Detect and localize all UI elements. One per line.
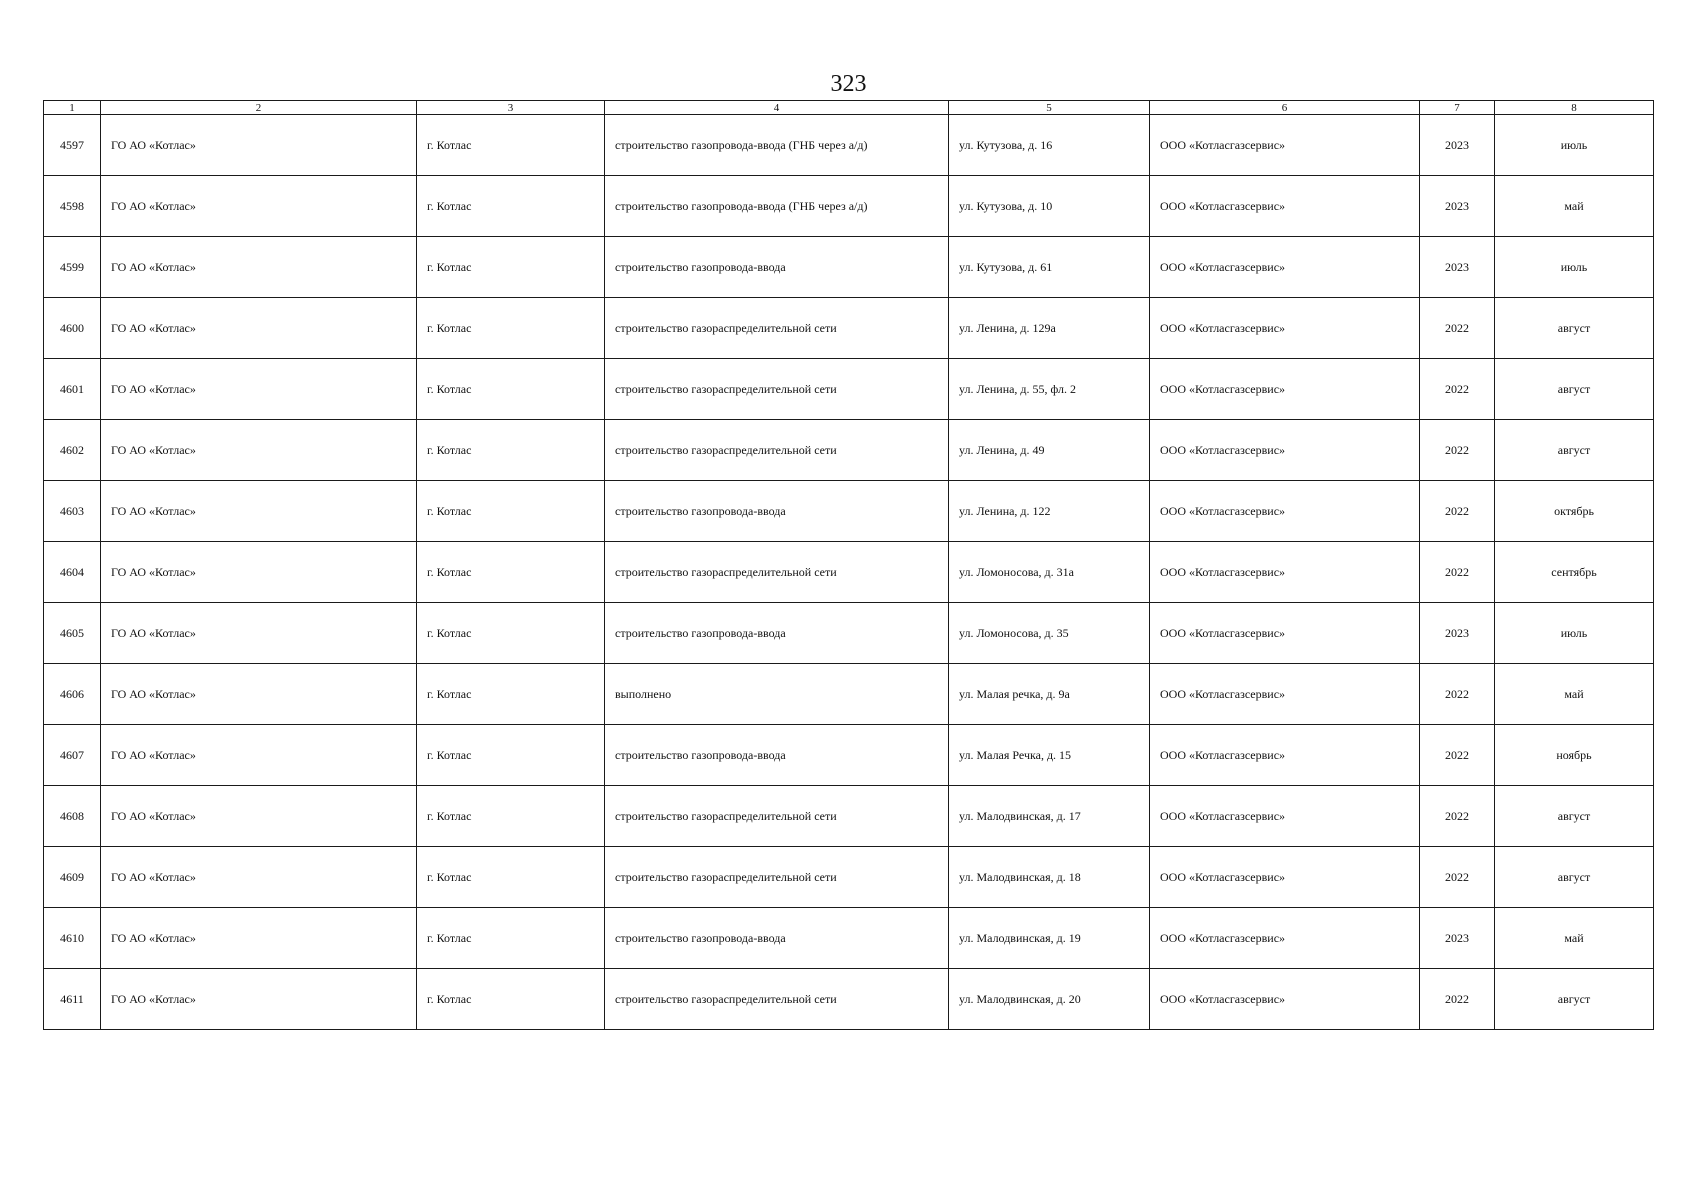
year-cell: 2022 (1420, 298, 1495, 359)
year-cell: 2022 (1420, 725, 1495, 786)
row-number-cell: 4606 (44, 664, 101, 725)
column-header: 7 (1420, 101, 1495, 115)
column-number-row (44, 101, 1654, 115)
month-cell: октябрь (1495, 481, 1654, 542)
settlement-cell: г. Котлас (417, 542, 605, 603)
month-cell: июль (1495, 237, 1654, 298)
settlement-cell: г. Котлас (417, 115, 605, 176)
year-cell: 2022 (1420, 664, 1495, 725)
month-cell: ноябрь (1495, 725, 1654, 786)
address-cell: ул. Малодвинская, д. 17 (949, 786, 1150, 847)
row-number-cell: 4604 (44, 542, 101, 603)
address-cell: ул. Ломоносова, д. 35 (949, 603, 1150, 664)
column-header: 4 (605, 101, 949, 115)
column-header: 5 (949, 101, 1150, 115)
month-cell: август (1495, 847, 1654, 908)
district-cell: ГО АО «Котлас» (101, 298, 417, 359)
year-cell: 2023 (1420, 115, 1495, 176)
table-row (44, 237, 1654, 298)
table-row (44, 603, 1654, 664)
address-cell: ул. Малая речка, д. 9а (949, 664, 1150, 725)
month-cell: май (1495, 664, 1654, 725)
month-cell: август (1495, 298, 1654, 359)
work-type-cell: строительство газопровода-ввода (ГНБ через а/д) (605, 176, 949, 237)
address-cell: ул. Ломоносова, д. 31а (949, 542, 1150, 603)
row-number-cell: 4598 (44, 176, 101, 237)
table-row (44, 420, 1654, 481)
address-cell: ул. Малодвинская, д. 18 (949, 847, 1150, 908)
table-row (44, 359, 1654, 420)
month-cell: сентябрь (1495, 542, 1654, 603)
page-number: 323 (830, 71, 867, 97)
table-row (44, 176, 1654, 237)
row-number-cell: 4610 (44, 908, 101, 969)
settlement-cell: г. Котлас (417, 420, 605, 481)
year-cell: 2022 (1420, 786, 1495, 847)
column-header: 1 (44, 101, 101, 115)
work-type-cell: строительство газораспределительной сети (605, 420, 949, 481)
table-row (44, 542, 1654, 603)
organization-cell: ООО «Котласгазсервис» (1150, 969, 1420, 1030)
row-number-cell: 4601 (44, 359, 101, 420)
table-row (44, 786, 1654, 847)
table-row (44, 725, 1654, 786)
district-cell: ГО АО «Котлас» (101, 542, 417, 603)
district-cell: ГО АО «Котлас» (101, 969, 417, 1030)
work-type-cell: строительство газораспределительной сети (605, 542, 949, 603)
settlement-cell: г. Котлас (417, 847, 605, 908)
district-cell: ГО АО «Котлас» (101, 603, 417, 664)
work-type-cell: строительство газораспределительной сети (605, 786, 949, 847)
settlement-cell: г. Котлас (417, 481, 605, 542)
organization-cell: ООО «Котласгазсервис» (1150, 359, 1420, 420)
year-cell: 2022 (1420, 481, 1495, 542)
address-cell: ул. Кутузова, д. 10 (949, 176, 1150, 237)
year-cell: 2023 (1420, 908, 1495, 969)
work-type-cell: строительство газораспределительной сети (605, 969, 949, 1030)
row-number-cell: 4599 (44, 237, 101, 298)
organization-cell: ООО «Котласгазсервис» (1150, 908, 1420, 969)
organization-cell: ООО «Котласгазсервис» (1150, 847, 1420, 908)
work-type-cell: строительство газопровода-ввода (605, 908, 949, 969)
district-cell: ГО АО «Котлас» (101, 725, 417, 786)
district-cell: ГО АО «Котлас» (101, 115, 417, 176)
row-number-cell: 4608 (44, 786, 101, 847)
month-cell: август (1495, 969, 1654, 1030)
table-body (44, 115, 1654, 1030)
work-type-cell: строительство газопровода-ввода (605, 725, 949, 786)
settlement-cell: г. Котлас (417, 908, 605, 969)
month-cell: июль (1495, 115, 1654, 176)
address-cell: ул. Малодвинская, д. 19 (949, 908, 1150, 969)
column-header: 6 (1150, 101, 1420, 115)
month-cell: август (1495, 420, 1654, 481)
settlement-cell: г. Котлас (417, 725, 605, 786)
month-cell: май (1495, 908, 1654, 969)
organization-cell: ООО «Котласгазсервис» (1150, 237, 1420, 298)
work-type-cell: строительство газораспределительной сети (605, 359, 949, 420)
organization-cell: ООО «Котласгазсервис» (1150, 725, 1420, 786)
settlement-cell: г. Котлас (417, 786, 605, 847)
organization-cell: ООО «Котласгазсервис» (1150, 298, 1420, 359)
month-cell: август (1495, 786, 1654, 847)
address-cell: ул. Ленина, д. 122 (949, 481, 1150, 542)
year-cell: 2023 (1420, 603, 1495, 664)
year-cell: 2022 (1420, 542, 1495, 603)
settlement-cell: г. Котлас (417, 969, 605, 1030)
address-cell: ул. Малодвинская, д. 20 (949, 969, 1150, 1030)
organization-cell: ООО «Котласгазсервис» (1150, 481, 1420, 542)
work-type-cell: строительство газораспределительной сети (605, 847, 949, 908)
organization-cell: ООО «Котласгазсервис» (1150, 420, 1420, 481)
table-row (44, 115, 1654, 176)
row-number-cell: 4602 (44, 420, 101, 481)
district-cell: ГО АО «Котлас» (101, 664, 417, 725)
address-cell: ул. Ленина, д. 55, фл. 2 (949, 359, 1150, 420)
address-cell: ул. Ленина, д. 49 (949, 420, 1150, 481)
row-number-cell: 4597 (44, 115, 101, 176)
gasification-table (43, 100, 1654, 1030)
table-row (44, 664, 1654, 725)
year-cell: 2022 (1420, 359, 1495, 420)
year-cell: 2023 (1420, 237, 1495, 298)
organization-cell: ООО «Котласгазсервис» (1150, 176, 1420, 237)
row-number-cell: 4600 (44, 298, 101, 359)
settlement-cell: г. Котлас (417, 603, 605, 664)
year-cell: 2022 (1420, 969, 1495, 1030)
organization-cell: ООО «Котласгазсервис» (1150, 115, 1420, 176)
address-cell: ул. Ленина, д. 129а (949, 298, 1150, 359)
table-row (44, 847, 1654, 908)
month-cell: июль (1495, 603, 1654, 664)
column-header: 8 (1495, 101, 1654, 115)
organization-cell: ООО «Котласгазсервис» (1150, 542, 1420, 603)
address-cell: ул. Кутузова, д. 16 (949, 115, 1150, 176)
row-number-cell: 4603 (44, 481, 101, 542)
work-type-cell: строительство газопровода-ввода (ГНБ через а/д) (605, 115, 949, 176)
table-row (44, 969, 1654, 1030)
table-row (44, 481, 1654, 542)
column-header: 2 (101, 101, 417, 115)
work-type-cell: выполнено (605, 664, 949, 725)
row-number-cell: 4607 (44, 725, 101, 786)
work-type-cell: строительство газопровода-ввода (605, 481, 949, 542)
work-type-cell: строительство газораспределительной сети (605, 298, 949, 359)
district-cell: ГО АО «Котлас» (101, 359, 417, 420)
table-row (44, 298, 1654, 359)
district-cell: ГО АО «Котлас» (101, 237, 417, 298)
district-cell: ГО АО «Котлас» (101, 847, 417, 908)
organization-cell: ООО «Котласгазсервис» (1150, 664, 1420, 725)
month-cell: май (1495, 176, 1654, 237)
table-row (44, 908, 1654, 969)
row-number-cell: 4609 (44, 847, 101, 908)
district-cell: ГО АО «Котлас» (101, 908, 417, 969)
organization-cell: ООО «Котласгазсервис» (1150, 603, 1420, 664)
row-number-cell: 4605 (44, 603, 101, 664)
settlement-cell: г. Котлас (417, 237, 605, 298)
year-cell: 2022 (1420, 847, 1495, 908)
organization-cell: ООО «Котласгазсервис» (1150, 786, 1420, 847)
settlement-cell: г. Котлас (417, 664, 605, 725)
month-cell: август (1495, 359, 1654, 420)
work-type-cell: строительство газопровода-ввода (605, 603, 949, 664)
district-cell: ГО АО «Котлас» (101, 176, 417, 237)
settlement-cell: г. Котлас (417, 298, 605, 359)
settlement-cell: г. Котлас (417, 176, 605, 237)
year-cell: 2023 (1420, 176, 1495, 237)
work-type-cell: строительство газопровода-ввода (605, 237, 949, 298)
district-cell: ГО АО «Котлас» (101, 786, 417, 847)
district-cell: ГО АО «Котлас» (101, 481, 417, 542)
settlement-cell: г. Котлас (417, 359, 605, 420)
row-number-cell: 4611 (44, 969, 101, 1030)
address-cell: ул. Малая Речка, д. 15 (949, 725, 1150, 786)
column-header: 3 (417, 101, 605, 115)
district-cell: ГО АО «Котлас» (101, 420, 417, 481)
year-cell: 2022 (1420, 420, 1495, 481)
address-cell: ул. Кутузова, д. 61 (949, 237, 1150, 298)
